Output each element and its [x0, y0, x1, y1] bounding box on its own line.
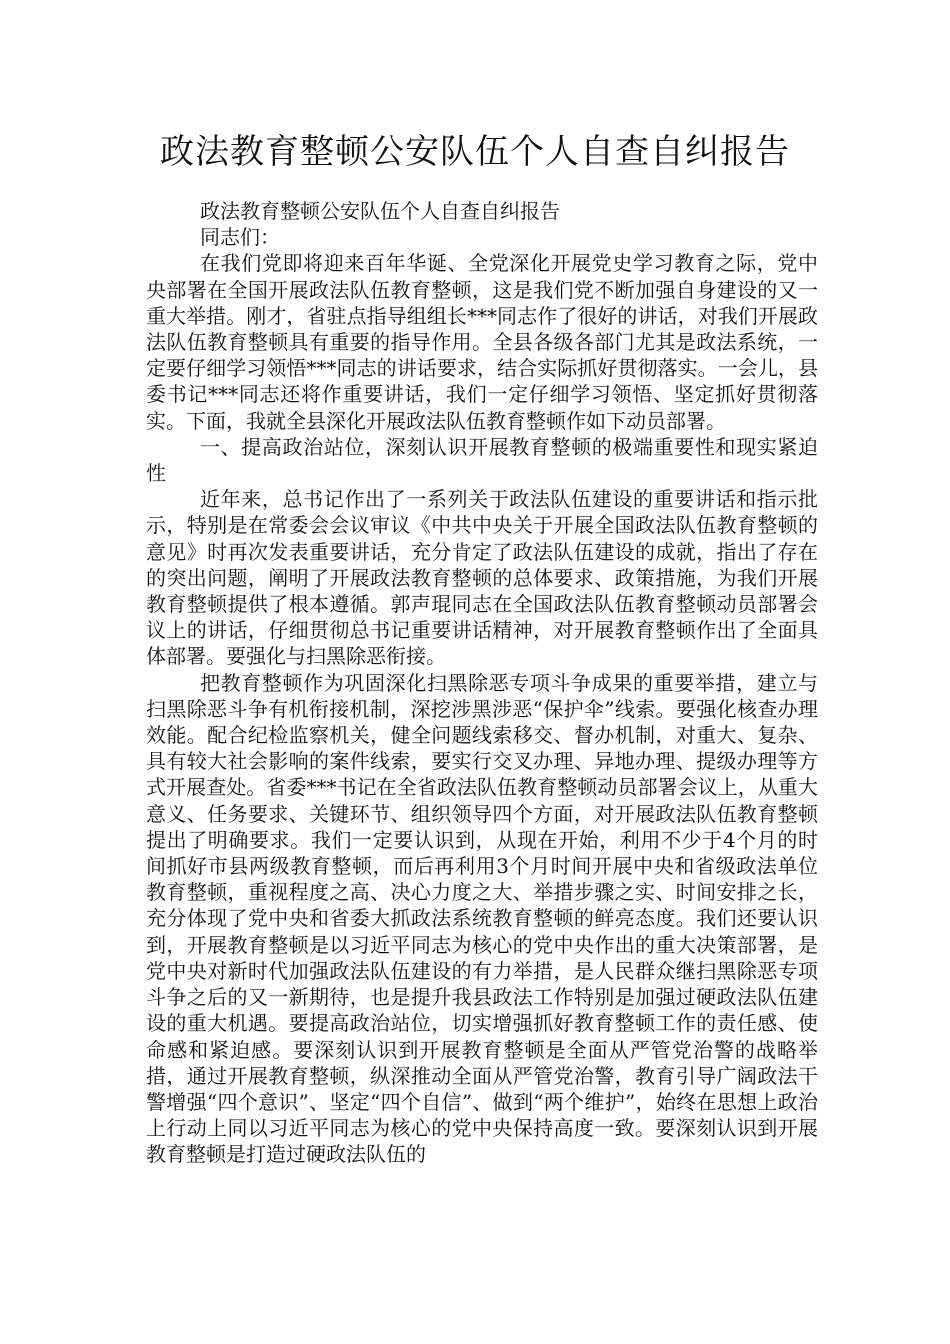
paragraph-measures: 把教育整顿作为巩固深化扫黑除恶专项斗争成果的重要举措，建立与扫黑除恶斗争有机衔接机制，深挖涉黑涉恶“保护伞”线索。要强化核查办理效能。配合纪检监察机关，健全问题线索移交、督办机制，对重大、复杂、具有较大社会影响的案件线索，要实行交叉办理、异地办理、提级办理等方式开展查处。省委***书记在全省政法队伍教育整顿动员部署会议上，从重大意义、任务要求、关键环节、组织领导四个方面，对开展政法队伍教育整顿提出了明确要求。我们一定要认识到，从现在开始，利用不少于4个月的时间抓好市县两级教育整顿，而后再利用3个月时间开展中央和省级政法单位教育整顿，重视程度之高、决心力度之大、举措步骤之实、时间安排之长，充分体现了党中央和省委大抓政法系统教育整顿的鲜亮态度。我们还要认识到，开展教育整顿是以习近平同志为核心的党中央作出的重大决策部署，是党中央对新时代加强政法队伍建设的有力举措，是人民群众继扫黑除恶专项斗争之后的又一新期待，也是提升我县政法工作特别是加强过硬政法队伍建设的重大机遇。要提高政治站位，切实增强抓好教育整顿工作的责任感、使命感和紧迫感。要深刻认识到开展教育整顿是全面从严管党治警的战略举措，通过开展教育整顿，纵深推动全面从严管党治警，教育引导广阔政法干警增强“四个意识”、坚定“四个自信”、做到“两个维护”，始终在思想上政治上行动上同以习近平同志为核心的党中央保持高度一致。要深刻认识到开展教育整顿是打造过硬政法队伍的	[146, 670, 818, 1167]
paragraph-intro: 在我们党即将迎来百年华诞、全党深化开展党史学习教育之际，党中央部署在全国开展政法队伍教育整顿，这是我们党不断加强自身建设的又一重大举措。刚才，省驻点指导组组长***同志作了很好的讲话，对我们开展政法队伍教育整顿具有重要的指导作用。全县各级各部门尤其是政法系统，一定要仔细学习领悟***同志的讲话要求，结合实际抓好贯彻落实。一会儿，县委书记***同志还将作重要讲话，我们一定仔细学习领悟、坚定抓好贯彻落实。下面，我就全县深化开展政法队伍教育整顿作如下动员部署。	[146, 251, 818, 433]
document-title: 政法教育整顿公安队伍个人自查自纠报告	[160, 132, 790, 172]
document-body	[146, 198, 818, 1168]
section-heading-1: 一、提高政治站位，深刻认识开展教育整顿的极端重要性和现实紧迫性	[146, 434, 818, 486]
paragraph-background: 近年来，总书记作出了一系列关于政法队伍建设的重要讲话和指示批示，特别是在常委会会议审议《中共中央关于开展全国政法队伍教育整顿的意见》时再次发表重要讲话，充分肯定了政法队伍建设的成就，指出了存在的突出问题，阐明了开展政法教育整顿的总体要求、政策措施，为我们开展教育整顿提供了根本遵循。郭声琨同志在全国政法队伍教育整顿动员部署会议上的讲话，仔细贯彻总书记重要讲话精神，对开展教育整顿作出了全面具体部署。要强化与扫黑除恶衔接。	[146, 487, 818, 669]
body-heading-line: 政法教育整顿公安队伍个人自查自纠报告	[200, 199, 560, 223]
salutation: 同志们：	[200, 225, 280, 250]
